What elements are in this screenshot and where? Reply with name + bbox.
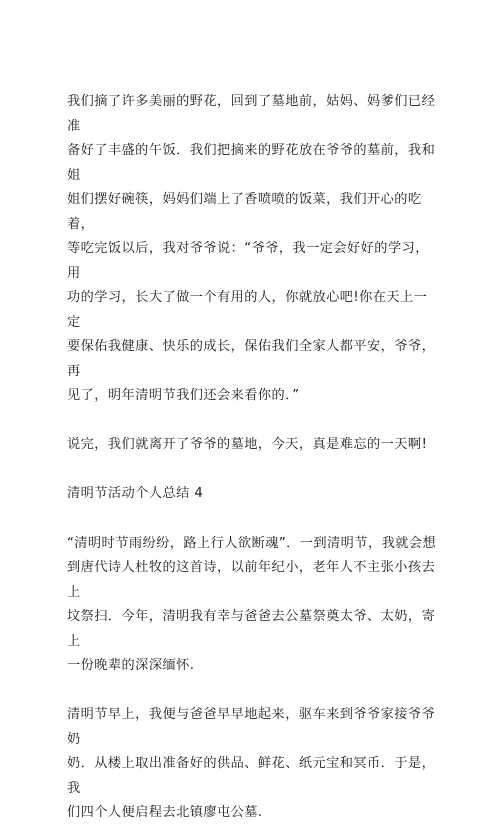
paragraph-spacer (67, 679, 437, 704)
paragraph-1: 我们摘了许多美丽的野花，回到了墓地前，姑妈、妈爹们已经准 备好了丰盛的午饭．我们把摘来的野花放在爷爷的墓前，我和姐 姐们摆好碗筷，妈妈们端上了香喷喷的饭菜，我们开心的吃着， 等吃完饭以后，我对爷爷说：“爷爷，我一定会好好的学习，用 功的学习，长大了做一个有用的人，你就放心吧!你在天上一定 要保佑我健康、快乐的成长，保佑我们全家人都平安，爷爷，再 见了，明年清明节我们还会来看你的．” (67, 94, 436, 403)
paragraph-spacer (67, 507, 437, 532)
section-heading: 清明节活动个人总结 4 (67, 486, 204, 501)
paragraph-spacer (67, 409, 437, 434)
document-body (67, 90, 437, 826)
paragraph-2: 说完，我们就离开了爷爷的墓地，今天，真是难忘的一天啊! (67, 437, 428, 452)
paragraph-3: “清明时节雨纷纷，路上行人欲断魂”．一到清明节，我就会想 到唐代诗人杜牧的这首诗，以前年纪小，老年人不主张小孩去上 坟祭扫．今年，清明我有幸与爸爸去公墓祭奠太爷、太奶，寄上 一份晚辈的深深缅怀. (67, 535, 437, 673)
paragraph-spacer (67, 458, 437, 483)
paragraph-4: 清明节早上，我便与爸爸早早地起来，驱车来到爷爷家接爷爷奶 奶．从楼上取出准备好的供品、鲜花、纸元宝和冥币．于是，我 们四个人便启程去北镇廖屯公墓. (67, 707, 436, 820)
